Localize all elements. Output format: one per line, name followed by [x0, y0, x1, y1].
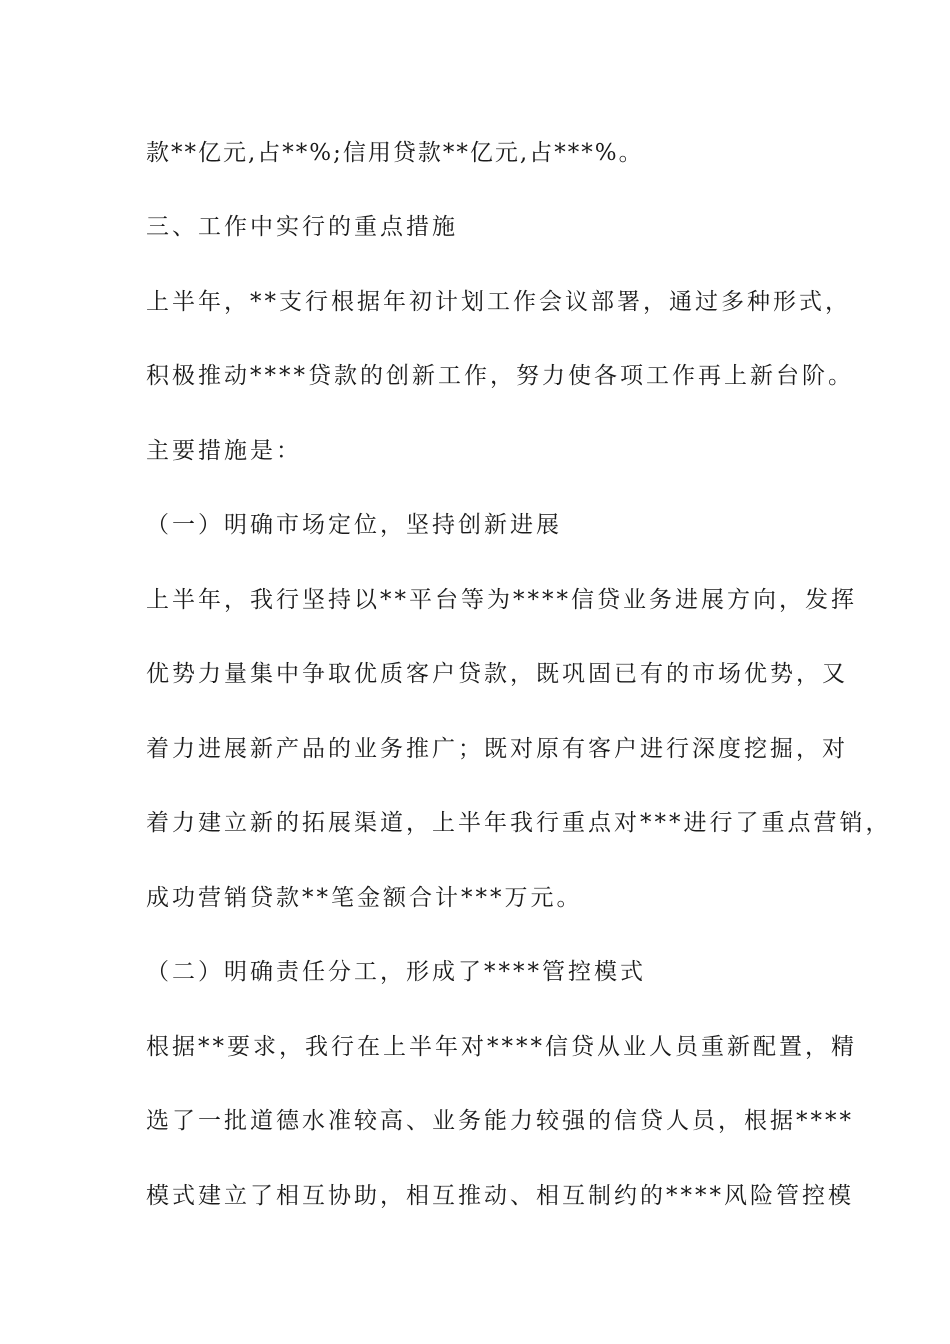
paragraph-line: 根据**要求，我行在上半年对****信贷从业人员重新配置，精	[146, 1034, 857, 1060]
section-heading: 三、工作中实行的重点措施	[146, 214, 458, 240]
paragraph-line: 上半年，我行坚持以**平台等为****信贷业务进展方向，发挥	[146, 587, 857, 613]
paragraph-line: 款**亿元,占**%;信用贷款**亿元,占***%。	[146, 140, 644, 166]
paragraph-line: 着力建立新的拓展渠道，上半年我行重点对***进行了重点营销，	[146, 810, 892, 836]
paragraph-line: 主要措施是：	[146, 438, 302, 464]
paragraph-line: 着力进展新产品的业务推广；既对原有客户进行深度挖掘，对	[146, 736, 848, 762]
paragraph-line: 模式建立了相互协助，相互推动、相互制约的****风险管控模	[146, 1183, 854, 1209]
paragraph-line: 成功营销贷款**笔金额合计***万元。	[146, 885, 583, 911]
paragraph-line: 积极推动****贷款的创新工作，努力使各项工作再上新台阶。	[146, 363, 854, 389]
subsection-heading: （一）明确市场定位，坚持创新进展	[146, 512, 562, 538]
subsection-heading: （二）明确责任分工，形成了****管控模式	[146, 959, 646, 985]
paragraph-line: 上半年，**支行根据年初计划工作会议部署，通过多种形式，	[146, 289, 851, 315]
paragraph-line: 优势力量集中争取优质客户贷款，既巩固已有的市场优势，又	[146, 661, 848, 687]
paragraph-line: 选了一批道德水准较高、业务能力较强的信贷人员，根据****	[146, 1108, 854, 1134]
